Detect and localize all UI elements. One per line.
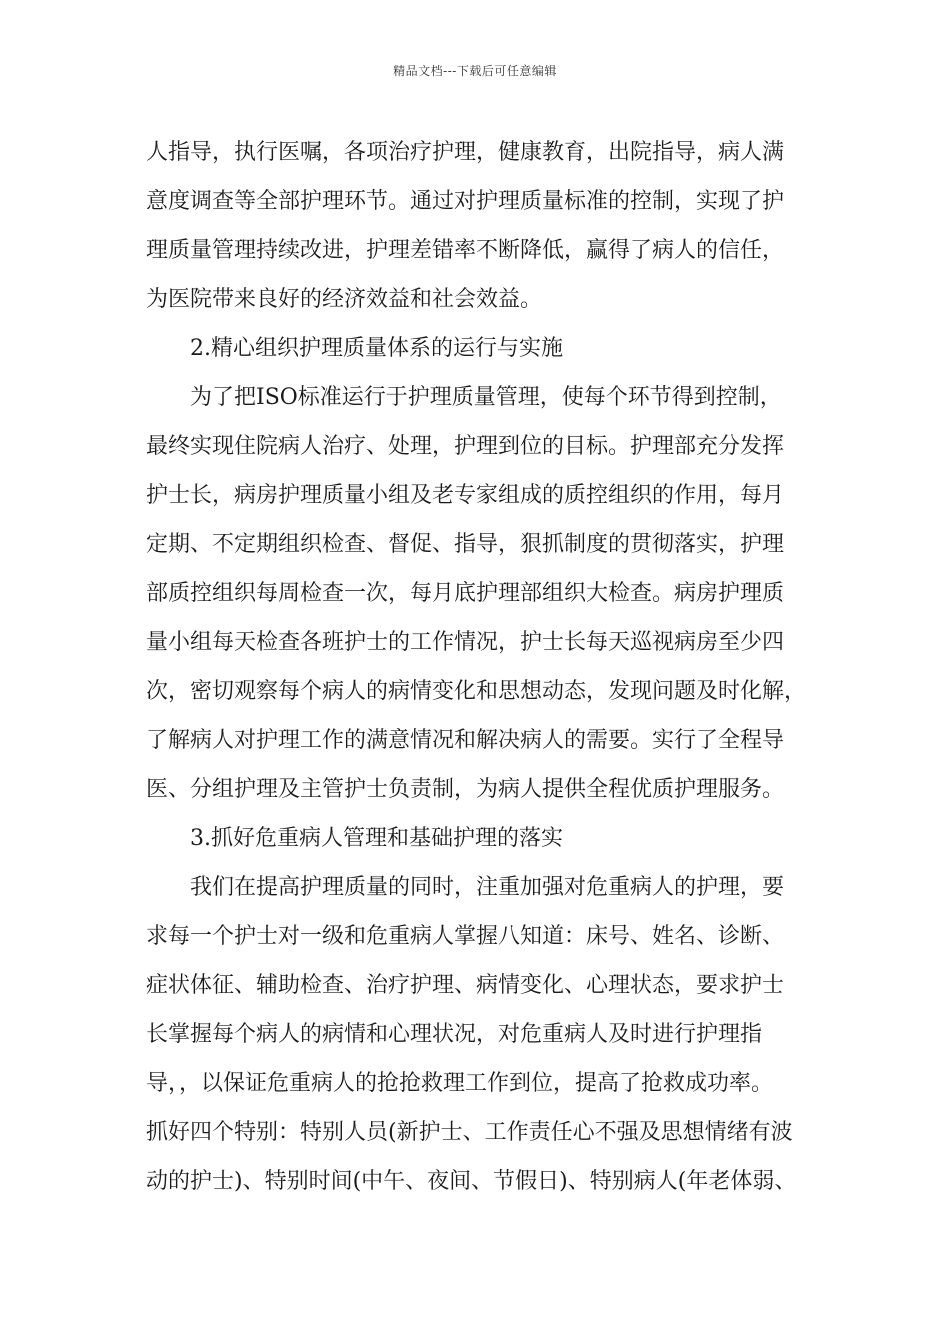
text-line: 为了把ISO标准运行于护理质量管理，使每个环节得到控制，: [190, 385, 782, 410]
text-line: 最终实现住院病人治疗、处理，护理到位的目标。护理部充分发挥: [146, 434, 785, 459]
text-line: 求每一个护士对一级和危重病人掌握八知道：床号、姓名、诊断、: [146, 924, 785, 949]
section-heading-2: 2.精心组织护理质量体系的运行与实施: [190, 336, 563, 361]
document-body: [146, 128, 826, 1206]
text-line: 定期、不定期组织检查、督促、指导，狠抓制度的贯彻落实，护理: [146, 532, 785, 557]
text-line: 抓好四个特别：特别人员(新护士、工作责任心不强及思想情绪有波: [146, 1120, 793, 1145]
page-header: 精品文档---下载后可任意编辑: [393, 64, 557, 78]
text-line: 次，密切观察每个病人的病情变化和思想动态，发现问题及时化解，: [146, 679, 807, 704]
text-line: 人指导，执行医嘱，各项治疗护理，健康教育，出院指导，病人满: [146, 140, 785, 165]
text-line: 量小组每天检查各班护士的工作情况，护士长每天巡视病房至少四: [146, 630, 785, 655]
text-line: 护士长，病房护理质量小组及老专家组成的质控组织的作用，每月: [146, 483, 785, 508]
text-line: 部质控组织每周检查一次，每月底护理部组织大检查。病房护理质: [146, 581, 785, 606]
text-line: 长掌握每个病人的病情和心理状况，对危重病人及时进行护理指: [146, 1022, 763, 1047]
text-line: 症状体征、辅助检查、治疗护理、病情变化、心理状态，要求护士: [146, 973, 785, 998]
text-line: 理质量管理持续改进，护理差错率不断降低，赢得了病人的信任，: [146, 238, 785, 263]
text-line: 导，，以保证危重病人的抢抢救理工作到位，提高了抢救成功率。: [146, 1071, 774, 1096]
text-line: 动的护士)、特别时间(中午、夜间、节假日)、特别病人(年老体弱、: [146, 1169, 797, 1194]
section-heading-3: 3.抓好危重病人管理和基础护理的落实: [190, 826, 563, 851]
text-line: 医、分组护理及主管护士负责制，为病人提供全程优质护理服务。: [146, 777, 785, 802]
text-line: 了解病人对护理工作的满意情况和解决病人的需要。实行了全程导: [146, 728, 785, 753]
text-line: 我们在提高护理质量的同时，注重加强对危重病人的护理，要: [190, 875, 785, 900]
text-line: 为医院带来良好的经济效益和社会效益。: [146, 287, 543, 312]
text-line: 意度调查等全部护理环节。通过对护理质量标准的控制，实现了护: [146, 189, 785, 214]
